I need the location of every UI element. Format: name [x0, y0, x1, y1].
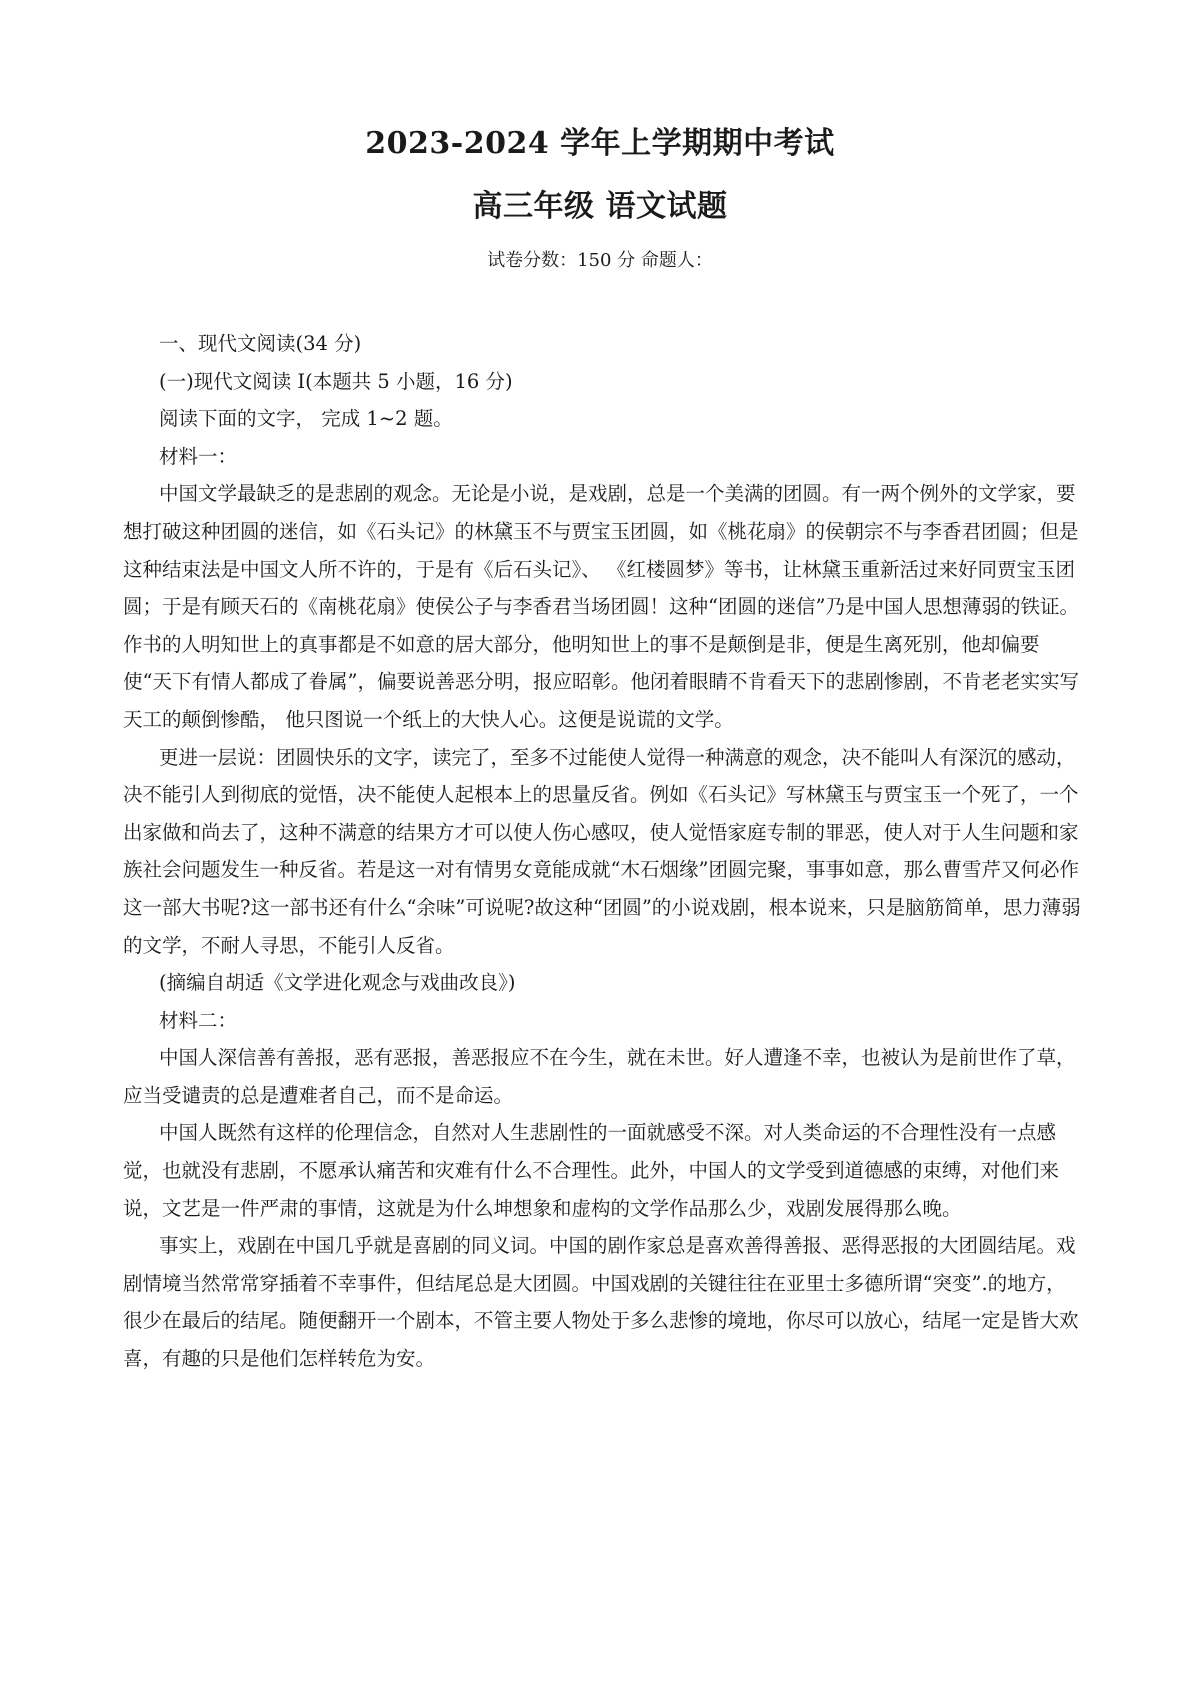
- material2-paragraph-2: 中国人既然有这样的伦理信念，自然对人生悲剧性的一面就感受不深。对人类命运的不合理性没有一点感觉，也就没有悲剧，不愿承认痛苦和灾难有什么不合理性。此外，中国人的文学受到道德感的束缚，对他们来说，文艺是一件严肃的事情，这就是为什么坤想象和虚构的文学作品那么少，戏剧发展得那么晚。: [123, 1121, 1060, 1220]
- exam-subtitle: 高三年级 语文试题: [472, 189, 728, 224]
- material2-paragraph-3: 事实上，戏剧在中国几乎就是喜剧的同义词。中国的剧作家总是喜欢善得善报、恶得恶报的大团圆结尾。戏剧情境当然常常穿插着不幸事件，但结尾总是大团圆。中国戏剧的关键往往在亚里士多德所谓“突变”.的地方，很少在最后的结尾。随便翻开一个剧本，不管主要人物处于多么悲惨的境地，你尽可以放心，结尾一定是皆大欢喜，有趣的只是他们怎样转危为安。: [123, 1234, 1079, 1371]
- section-subheading: (一)现代文阅读 I(本题共 5 小题，16 分): [159, 369, 513, 393]
- material1-paragraph-1: 中国文学最缺乏的是悲剧的观念。无论是小说，是戏剧，总是一个美满的团圆。有一两个例外的文学家，要想打破这种团圆的迷信，如《石头记》的林黛玉不与贾宝玉团圆，如《桃花扇》的侯朝宗不与李香君团圆；但是这种结束法是中国文人所不许的，于是有《后石头记》、 《红楼圆梦》等书，让林黛玉重新活过来好同贾宝玉团圆；于是有顾天石的《南桃花扇》使侯公子与李香君当场团圆！这种“团圆的迷信”乃是中国人思想薄弱的铁证。作书的人明知世上的真事都是不如意的居大部分，他明知世上的事不是颠倒是非，便是生离死别，他却偏要使“天下有情人都成了眷属”，偏要说善恶分明，报应昭彰。他闭着眼睛不肯看天下的悲剧惨剧，不肯老老实实写天工的颠倒惨酷， 他只图说一个纸上的大快人心。这便是说谎的文学。: [123, 482, 1079, 731]
- material1-label: 材料一：: [159, 444, 238, 468]
- score-author-line: 试卷分数：150 分 命题人：: [487, 250, 713, 271]
- reading-instruction: 阅读下面的文字， 完成 1~2 题。: [159, 407, 453, 431]
- material1-paragraph-2: 更进一层说：团圆快乐的文字，读完了，至多不过能使人觉得一种满意的观念，决不能叫人有深沉的感动，决不能引人到彻底的觉悟，决不能使人起根本上的思量反省。例如《石头记》写林黛玉与贾宝玉一个死了，一个出家做和尚去了，这种不满意的结果方才可以使人伤心感叹，使人觉悟家庭专制的罪恶，使人对于人生问题和家族社会问题发生一种反省。若是这一对有情男女竟能成就“木石烟缘”团圆完聚，事事如意，那么曹雪芹又何必作这一部大书呢?这一部书还有什么“余味”可说呢?故这种“团圆”的小说戏剧，根本说来，只是脑筋简单，思力薄弱的文学，不耐人寻思，不能引人反省。: [123, 745, 1081, 957]
- section-heading: 一、现代文阅读(34 分): [159, 332, 362, 355]
- material2-paragraph-1: 中国人深信善有善报，恶有恶报，善恶报应不在今生，就在未世。好人遭逢不幸，也被认为是前世作了草，应当受谴责的总是遭难者自己，而不是命运。: [123, 1046, 1076, 1107]
- material1-source: (摘编自胡适《文学进化观念与戏曲改良》): [159, 971, 516, 995]
- material2-label: 材料二：: [159, 1008, 238, 1032]
- exam-title: 2023-2024 学年上学期期中考试: [365, 126, 835, 161]
- exam-content: [123, 325, 1083, 1378]
